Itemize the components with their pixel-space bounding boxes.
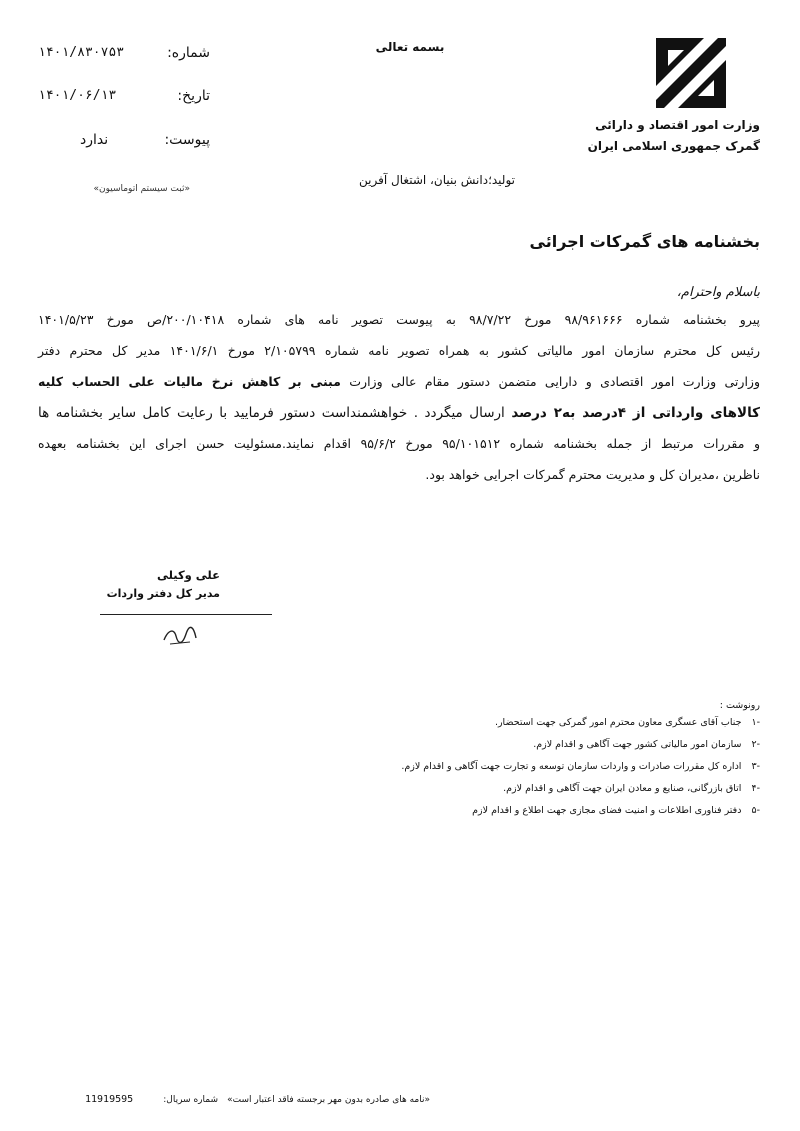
copy-item	[360, 739, 760, 750]
greeting: باسلام واحترام،	[676, 285, 760, 300]
date-label: تاریخ:	[177, 88, 210, 104]
copy-item	[360, 805, 760, 816]
body-line: پیرو بخشنامه شماره ۹۸/۹۶۱۶۶۶ مورخ ۹۸/۷/۲۲ به پیوست تصویر نامه های شماره ۲۰۰/۱۰۴۱۸/ص مورخ ۱۴۰۱/۵/۲۳	[38, 312, 760, 327]
letter-attachment	[30, 132, 210, 156]
copy-text: سازمان امور مالیاتی کشور جهت آگاهی و اقدام لازم.	[533, 739, 742, 750]
body-line: ناظرین ،مدیران کل و مدیریت محترم گمرکات اجرایی خواهد بود.	[425, 467, 760, 482]
signature-line	[100, 614, 272, 615]
copy-text: دفتر فناوری اطلاعات و امنیت فضای مجازی جهت اطلاع و اقدام لازم	[472, 805, 742, 816]
letter-number	[30, 45, 210, 69]
circular-title: بخشنامه های گمرکات اجرائی	[529, 232, 760, 251]
copy-text: اداره کل مقررات صادرات و واردات سازمان توسعه و تجارت جهت آگاهی و اقدام لازم.	[401, 761, 742, 772]
copy-text: اتاق بازرگانی، صنایع و معادن ایران جهت آگاهی و اقدام لازم.	[503, 783, 742, 794]
automation-note: «ثبت سیستم اتوماسیون»	[93, 184, 190, 194]
org-ministry: وزارت امور اقتصاد و دارائی	[595, 118, 760, 132]
letter-date	[30, 88, 210, 112]
copy-item	[360, 761, 760, 772]
footer-note: «نامه های صادره بدون مهر برجسته فاقد اعتبار است»	[227, 1095, 430, 1105]
slogan: تولید؛دانش بنیان، اشتغال آفرین	[359, 173, 515, 187]
date-value: ۱۴۰۱/۰۶/۱۳	[38, 88, 117, 103]
customs-logo-icon	[654, 36, 728, 110]
org-customs: گمرک جمهوری اسلامی ایران	[587, 139, 760, 153]
copies-title: رونوشت :	[719, 700, 760, 711]
number-value: ۱۴۰۱/۸۳۰۷۵۳	[38, 45, 125, 60]
attachment-value: ندارد	[80, 132, 109, 148]
body-bold-text: مبنی بر کاهش نرخ مالیات علی الحساب کلیه	[38, 374, 341, 389]
body-line: و مقررات مرتبط از جمله بخشنامه شماره ۹۵/۱۰۱۵۱۲ مورخ ۹۵/۶/۲ اقدام نمایند.مسئولیت حسن اجرای این بخشنامه بعهده	[38, 436, 760, 451]
copy-number: -۵	[751, 805, 760, 816]
invocation: بسمه تعالی	[375, 40, 445, 54]
body-line-text: وزارتی وزارت امور اقتصادی و دارایی متضمن دستور مقام عالی وزارت	[349, 374, 760, 389]
signer-title: مدیر کل دفتر واردات	[106, 587, 220, 600]
body-line	[38, 405, 760, 421]
body-line-text: ارسال میگردد . خواهشمنداست دستور فرمایید با رعایت کامل سایر بخشنامه ها	[38, 405, 505, 421]
number-label: شماره:	[167, 45, 210, 61]
attachment-label: پیوست:	[164, 132, 210, 148]
body-line: رئیس کل محترم سازمان امور مالیاتی کشور به همراه تصویر نامه شماره ۲/۱۰۵۷۹۹ مورخ ۱۴۰۱/۶/۱ مدیر کل محترم دفتر	[38, 343, 760, 358]
serial-value: 11919595	[85, 1094, 134, 1105]
body-bold-text: کالاهای وارداتی از ۴درصد به۲ درصد	[511, 405, 760, 421]
copy-number: -۴	[751, 783, 760, 794]
copy-number: -۳	[751, 761, 760, 772]
body-line	[38, 374, 760, 389]
copy-text: جناب آقای عسگری معاون محترم امور گمرکی جهت استحضار.	[494, 717, 742, 728]
copy-number: -۱	[751, 717, 760, 728]
copy-number: -۲	[751, 739, 760, 750]
copy-item	[360, 783, 760, 794]
signer-name: علی وکیلی	[156, 568, 220, 582]
signature-scribble-icon	[160, 620, 200, 650]
copy-item	[360, 717, 760, 728]
serial-label: شماره سریال:	[163, 1095, 218, 1105]
